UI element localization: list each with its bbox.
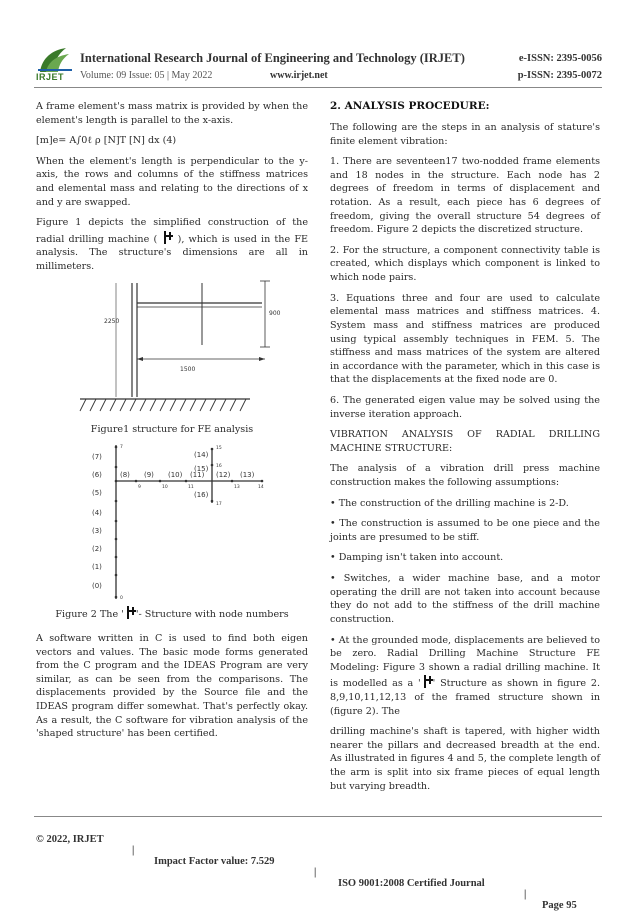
figure-2-drawing xyxy=(36,443,308,603)
dim-1500-label: 1500 xyxy=(180,365,196,373)
element-label: (7) xyxy=(92,453,102,462)
paragraph: A frame element's mass matrix is provided by when the element's length is parallel to the x-axis. xyxy=(36,101,308,126)
section-title: 2. ANALYSIS PROCEDURE: xyxy=(330,100,490,112)
logo-text: IRJET xyxy=(36,72,65,82)
element-label: (15) xyxy=(194,465,209,474)
left-column xyxy=(36,100,308,748)
text: • At the grounded mode, displacements are believed to be zero. Radial Drilling Machine Structure FE Modeling: Figure 3 shown a radial drilling machine. It is modelled as a ' xyxy=(330,634,600,690)
bullet-item: • The construction is assumed to be one piece and the joints are presumed to be stiff. xyxy=(330,518,600,543)
journal-url[interactable]: www.irjet.net xyxy=(270,70,328,81)
footer-copyright: © 2022, IRJET xyxy=(36,834,104,845)
element-label: (8) xyxy=(120,471,130,480)
paragraph: 1. There are seventeen17 two-nodded frame elements and 18 nodes in the structure. Each node has 2 degrees of freedom in terms of displacement and rotation. As a result, each piece has 6 degrees of freedom, giving the overall structure 54 degrees of freedom. Figure 2 depicts the discretized structure. xyxy=(330,156,600,236)
paragraph: The following are the steps in an analysis of stature's finite element vibration: xyxy=(330,122,600,147)
text: Figure 2 The ' xyxy=(55,609,124,621)
footer-page-number: Page 95 xyxy=(542,900,577,911)
paragraph: The analysis of a vibration drill press machine construction makes the following assumptions: xyxy=(330,463,600,489)
svg-text:13: 13 xyxy=(234,485,240,491)
element-label: (11) xyxy=(190,471,205,480)
paragraph: drilling machine's shaft is tapered, with higher width nearer the pillars and decreased breadth at the end. As illustrated in figures 4 and 5, the complete length of the arm is split into six frame pieces of equal length but varying breadth. xyxy=(330,726,600,792)
gamma-structure-icon xyxy=(161,230,173,244)
footer-separator: | xyxy=(314,867,317,878)
eissn: e-ISSN: 2395-0056 xyxy=(518,53,602,64)
element-label: (9) xyxy=(144,471,154,480)
page-header xyxy=(0,0,638,90)
right-column xyxy=(330,100,600,800)
text: Figure 1 depicts the simplified construction of the radial drilling machine ( xyxy=(36,217,308,245)
figure-2-caption xyxy=(36,605,308,622)
mass-matrix-equation: [m]e= A∫0ℓ ρ [N]T [N] dx (4) xyxy=(36,135,177,147)
element-label: (6) xyxy=(92,471,102,480)
paragraph: 6. The generated eigen value may be solved using the inverse iteration approach. xyxy=(330,394,600,420)
footer-separator: | xyxy=(524,889,527,900)
paragraph: 3. Equations three and four are used to calculate elemental mass matrices and stiffness matrices. 4. System mass and stiffness matrices are produced using typical assembly techniques in FEM. 5. The stiffness and mass matrices of the system are altered in accordance with the parameter, which in this case is that the displacements at the fixed node are 0. xyxy=(330,292,600,386)
element-label: (1) xyxy=(92,563,102,572)
subsection-title: VIBRATION ANALYSIS OF RADIAL DRILLING MACHINE STRUCTURE: xyxy=(330,429,600,454)
element-label: (0) xyxy=(92,582,102,591)
svg-text:0: 0 xyxy=(120,596,123,602)
pissn: p-ISSN: 2395-0072 xyxy=(517,70,602,81)
footer-impact-factor: Impact Factor value: 7.529 xyxy=(154,856,275,867)
svg-text:14: 14 xyxy=(258,485,264,491)
dim-2250-label: 2250 xyxy=(104,317,120,325)
figure-1 xyxy=(36,281,308,419)
page-footer xyxy=(36,823,602,911)
header-rule xyxy=(34,87,602,88)
gamma-structure-icon xyxy=(124,605,136,619)
paragraph: 2. For the structure, a component connectivity table is created, which displays which component is linked to which node pairs. xyxy=(330,244,600,284)
element-label: (10) xyxy=(168,471,183,480)
footer-separator: | xyxy=(132,845,135,856)
figure-2 xyxy=(36,443,308,603)
element-label: (5) xyxy=(92,489,102,498)
svg-text:15: 15 xyxy=(216,446,222,452)
figure-1-caption: Figure1 structure for FE analysis xyxy=(90,423,254,435)
element-label: (14) xyxy=(194,451,209,460)
paragraph: A software written in C is used to find both eigen vectors and values. The basic mode forms generated from the C program and the IDEAS Program are very similar, as can be seen from the comparisons. The displacements provided by the Source file and the IDEAS program differ somewhat. That's perfectly okay. As a result, the C software for vibration analysis of the 'shaped structure' has been certified. xyxy=(36,632,308,740)
paragraph: When the element's length is perpendicular to the y-axis, the rows and columns of the stiffness matrices and elemental mass and relating to the directions of x and y are swapped. xyxy=(36,155,308,208)
svg-text:10: 10 xyxy=(162,485,168,491)
element-label: (13) xyxy=(240,471,255,480)
text: ' Structure as shown in figure 2. 8,9,10,11,12,13 of the framed structure shown in (figure 2). The xyxy=(330,678,601,717)
element-label: (4) xyxy=(92,509,102,518)
figure-1-drawing xyxy=(36,281,308,419)
text: ), which is used in the FE analysis. The structure's dimensions are all in millimeters. xyxy=(36,233,308,273)
bullet-item: • Switches, a wider machine base, and a motor operating the drill are not taken into account because they do not add to the stiffness of the drill machine construction. xyxy=(330,573,600,625)
footer-rule xyxy=(34,816,602,817)
element-label: (2) xyxy=(92,545,102,554)
element-label: (12) xyxy=(216,471,231,480)
svg-text:11: 11 xyxy=(188,485,194,491)
bullet-item: • Damping isn't taken into account. xyxy=(330,552,504,564)
svg-text:9: 9 xyxy=(138,485,141,491)
element-label: (3) xyxy=(92,527,102,536)
dim-900-label: 900 xyxy=(269,309,281,317)
bullet-item xyxy=(330,634,600,719)
svg-text:16: 16 xyxy=(216,464,222,470)
svg-text:17: 17 xyxy=(216,502,222,508)
svg-text:7: 7 xyxy=(120,445,123,451)
bullet-item: • The construction of the drilling machine is 2-D. xyxy=(330,497,569,509)
paragraph xyxy=(36,216,308,273)
gamma-structure-icon xyxy=(421,674,433,688)
text: '- Structure with node numbers xyxy=(135,609,289,621)
volume-issue: Volume: 09 Issue: 05 | May 2022 xyxy=(80,70,213,81)
element-label: (16) xyxy=(194,491,209,500)
journal-title: International Research Journal of Engineering and Technology (IRJET) xyxy=(80,51,465,65)
footer-iso: ISO 9001:2008 Certified Journal xyxy=(338,878,485,889)
